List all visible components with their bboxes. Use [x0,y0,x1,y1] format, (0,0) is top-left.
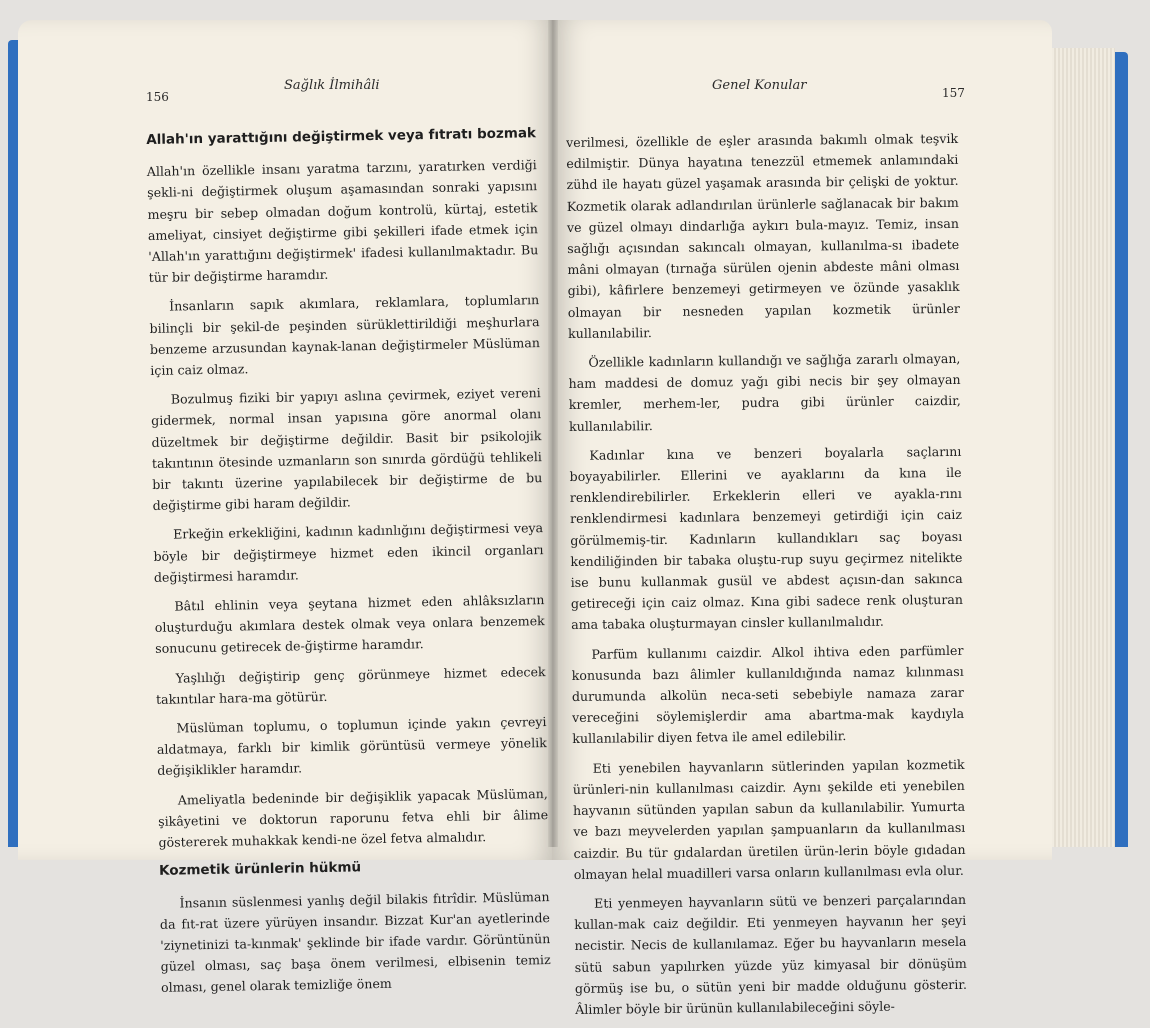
paragraph: Bozulmuş fiziki bir yapıyı aslına çevirmek, eziyet vereni gidermek, normal insan yapısına göre anormal olanı düzeltmek bir değiştirme değildir. Basit bir psikolojik takıntının ötesinde uzmanların son sınırda gördüğü tehlikeli bir takıntı üzerine yapılabilecek bir değiştirme de bu değiştirme gibi haram değildir. [151,385,543,514]
left-text-block [146,117,551,1006]
paragraph: Ameliyatla bedeninde bir değişiklik yapacak Müslüman, şikâyetini ve doktorun raporunu fetva ehli bir âlime göstererek muhakkak kendi-ne özel fetva almalıdır. [158,785,549,850]
paragraph: verilmesi, özellikle de eşler arasında bakımlı olmak teşvik edilmiştir. Dünya hayatına tenezzül etmemek anlamındaki zühd ile hayatı güzel yaşamak arasında bir çelişki de yoktur. Kozmetik olarak adlandırılan ürünlerle sağlanacak bir bakım ve güzel olmayı dindarlığa aykırı bula-mayız. Temiz, insan sağlığı açısından sakıncalı olmayan, kullanılma-sı ibadete mâni olmayan (tırnağa sürülen ojenin abdeste mâni olması gibi), kâfirlere benzemeyi getirmeyen ve özünde yasaklık olmayan bir nesneden yapılan kozmetik ürünler kullanılabilir. [566,130,960,341]
paragraph: Erkeğin erkekliğini, kadının kadınlığını değiştirmesi veya böyle bir değiştirmeye hizmet eden ikincil organları değiştirmesi haramdır. [153,520,544,585]
paragraph: Parfüm kullanımı caizdir. Alkol ihtiva eden parfümler konusunda bazı âlimler kullanıldığında namaz kılınması durumunda alkolün neca-seti sebebiyle namaza zarar vereceğini söylemişlerdir ama abartma-mak kaydıyla kullanılabilir diyen fetva ile amel edilebilir. [571,642,965,747]
right-text-block [566,128,967,1028]
paragraph: Müslüman toplumu, o toplumun içinde yakın çevreyi aldatmaya, farklı bir kimlik görüntüsü vermeye yönelik değişiklikler haramdır. [156,714,547,779]
page-number-right: 157 [942,86,965,100]
paragraph: Kadınlar kına ve benzeri boyalarla saçlarını boyayabilirler. Ellerini ve ayaklarını da kına ile renklendirebilirler. Erkeklerin elleri ve ayakla-rını renklendirmesi kadınlara benzemeyi getirdiği için caiz görülmemiş-tir. Kadınların kullandıkları saç boyası kendiliğinden bir tabaka oluştu-rup suyu geçirmez nitelikte ise bunu kullanmak gusül ve abdest açısın-dan sakınca getireceği için caiz olmaz. Kına gibi sadece renk oluşturan ama tabaka oluşturmayan cinsler kullanılmalıdır. [569,443,963,633]
running-head-right: Genel Konular [712,78,807,93]
paragraph: İnsanların sapık akımlara, reklamlara, toplumların bilinçli bir şekil-de peşinden sürüklettirildiği meşhurlara benzeme arzusundan kaynak-lanan değiştirmeler Müslüman için caiz olmaz. [149,292,541,378]
paragraph: Yaşlılığı değiştirip genç görünmeye hizmet edecek takıntılar hara-ma götürür. [155,663,546,707]
paragraph: Eti yenmeyen hayvanların sütü ve benzeri parçalarından kullan-mak caiz değildir. Eti yenmeyen hayvanın her şeyi necistir. Necis de kullanılamaz. Eğer bu hayvanların mesela sütü sabun yapılırken yüzde yüz kimyasal bir dönüşüm görmüş ise bu, o sütün yeni bir madde olduğunu gösterir. Âlimler böyle bir ürünün kullanılabileceğini söyle- [574,891,968,1017]
paragraph: Özellikle kadınların kullandığı ve sağlığa zararlı olmayan, ham maddesi de domuz yağı gibi necis bir şey olmayan kremler, merhem-ler, pudra gibi ürünler caizdir, kullanılabilir. [568,350,961,434]
paragraph: Bâtıl ehlinin veya şeytana hizmet eden ahlâksızların oluşturduğu akımlara destek olmak veya onlara benzemek sonucunu getirecek de-ğiştirme haramdır. [154,592,545,657]
section-heading-2: Kozmetik ürünlerin hükmü [158,859,362,880]
paragraph: İnsanın süslenmesi yanlış değil bilakis fıtrîdir. Müslüman da fıt-rat üzere yürüyen insandır. Bizzat Kur'an ayetlerinde 'ziynetinizi ta-kınmak' şeklinde bir ifade vardır. Görüntünün güzel olması, saç başa önem verilmesi, elbisenin temiz olması, genel olarak temizliğe önem [159,888,551,996]
section-heading-1: Allah'ın yarattığını değiştirmek veya fıtratı bozmak [146,125,537,148]
paragraph: Eti yenebilen hayvanların sütlerinden yapılan kozmetik ürünleri-nin kullanılması caizdir. Aynı şekilde eti yenebilen hayvanın sütünden yapılan sabun da kullanılabilir. Yumurta ve bazı meyvelerden yapılan şampuanların da kullanılması caizdir. Bu tür gıdalardan üretilen ürün-lerin böyle gıdadan olmayan helal muadilleri varsa onların kullanılması evla olur. [572,756,966,882]
running-head-left: Sağlık İlmihâli [284,78,380,93]
book-gutter [548,20,558,847]
paragraph: Allah'ın özellikle insanı yaratma tarzını, yaratırken verdiği şekli-ni değiştirmek oluşum aşamasından sonraki yapısını meşru bir sebep olmadan doğum kontrolü, kürtaj, estetik ameliyat, cinsiyet değiştirme gibi şekilleri ifade etmek için 'Allah'ın yarattığını değiştirmek' ifadesi kullanılmaktadır. Bu tür bir değiştirme haramdır. [146,157,539,286]
page-number-left: 156 [146,90,169,104]
left-page [18,20,556,996]
right-page [552,20,1052,1017]
